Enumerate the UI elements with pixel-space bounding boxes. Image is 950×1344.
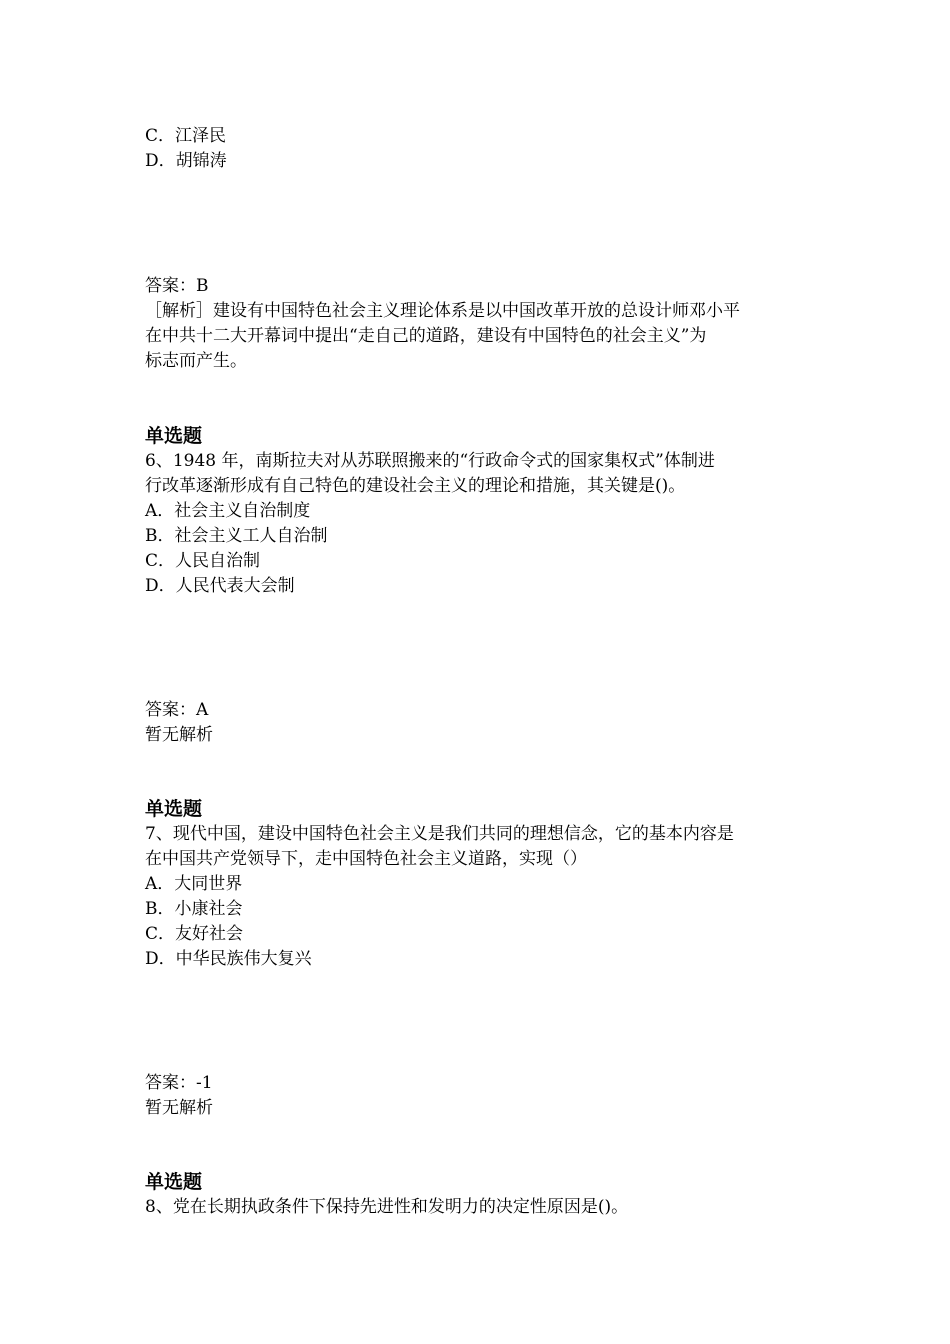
q5-analysis-line-2: 在中共十二大开幕词中提出“走自己的道路，建设有中国特色的社会主义”为 (145, 326, 707, 346)
q8-question-line-1: 8、党在长期执政条件下保持先进性和发明力的决定性原因是()。 (145, 1197, 629, 1217)
q5-option-c: C．江泽民 (145, 126, 227, 146)
q7-question-line-1: 7、现代中国，建设中国特色社会主义是我们共同的理想信念，它的基本内容是 (145, 824, 734, 844)
q7-type-heading: 单选题 (145, 798, 203, 820)
q6-question-line-1: 6、1948 年，南斯拉夫对从苏联照搬来的“行政命令式的国家集权式”体制进 (145, 451, 715, 471)
q7-answer: 答案：-1 (145, 1073, 213, 1093)
q6-option-a: A．社会主义自治制度 (145, 501, 311, 521)
q6-answer: 答案：A (145, 700, 209, 720)
q8-type-heading: 单选题 (145, 1171, 203, 1193)
q7-option-d: D．中华民族伟大复兴 (145, 949, 312, 969)
q7-option-a: A．大同世界 (145, 874, 243, 894)
q5-option-d: D．胡锦涛 (145, 151, 227, 171)
q6-option-d: D．人民代表大会制 (145, 576, 295, 596)
q7-option-c: C．友好社会 (145, 924, 244, 944)
q6-question-line-2: 行改革逐渐形成有自己特色的建设社会主义的理论和措施，其关键是()。 (145, 476, 686, 496)
q5-analysis-line-3: 标志而产生。 (145, 351, 247, 371)
q6-option-c: C．人民自治制 (145, 551, 261, 571)
q7-option-b: B．小康社会 (145, 899, 243, 919)
q7-question-line-2: 在中国共产党领导下，走中国特色社会主义道路，实现（） (145, 849, 587, 869)
q6-analysis: 暂无解析 (145, 725, 213, 745)
q5-analysis-line-1: ［解析］建设有中国特色社会主义理论体系是以中国改革开放的总设计师邓小平 (145, 301, 740, 321)
q6-option-b: B．社会主义工人自治制 (145, 526, 328, 546)
q5-answer: 答案：B (145, 276, 209, 296)
q6-type-heading: 单选题 (145, 425, 203, 447)
q7-analysis: 暂无解析 (145, 1098, 213, 1118)
